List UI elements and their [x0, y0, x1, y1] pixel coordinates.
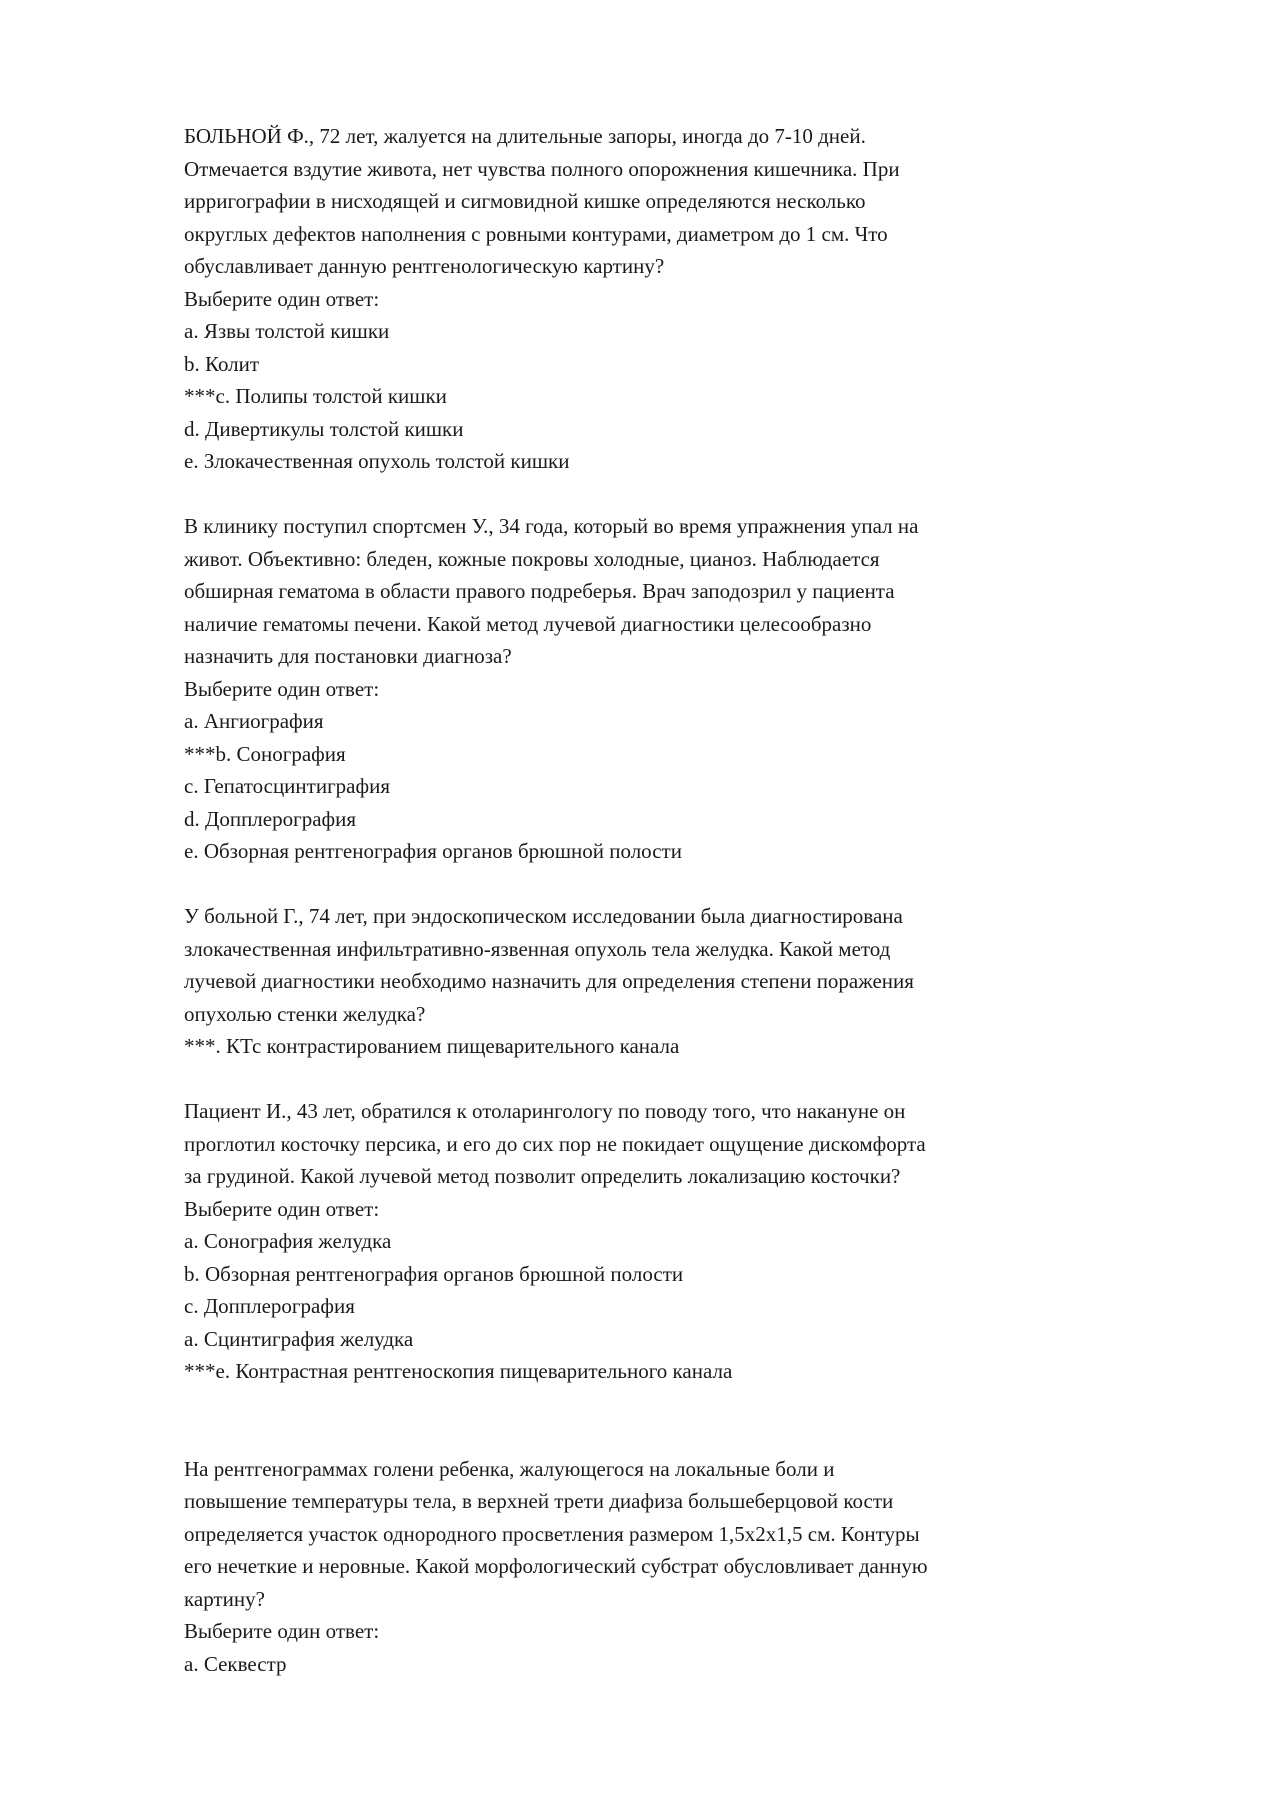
document-body [184, 120, 1184, 1680]
answer-option-marked: ***e. Контрастная рентгеноскопия пищеварительного канала [184, 1359, 733, 1383]
blank-line [184, 868, 1184, 901]
answer-option: b. Обзорная рентгенография органов брюшной полости [184, 1261, 684, 1286]
question-text-line: повышение температуры тела, в верхней трети диафиза большеберцовой кости [184, 1489, 894, 1513]
question-4 [184, 1095, 1184, 1388]
question-text-line: У больной Г., 74 лет, при эндоскопическом исследовании была диагностирована [184, 904, 903, 928]
question-text-line: злокачественная инфильтративно-язвенная опухоль тела желудка. Какой метод [184, 936, 891, 961]
question-text-line: Пациент И., 43 лет, обратился к отоларингологу по поводу того, что накануне он [184, 1099, 906, 1123]
question-text-line: лучевой диагностики необходимо назначить для определения степени поражения [184, 969, 914, 993]
question-text-line: В клинику поступил спортсмен У., 34 года, который во время упражнения упал на [184, 514, 919, 538]
question-2 [184, 510, 1184, 868]
blank-line [184, 1388, 1184, 1453]
blank-line [184, 1063, 1184, 1096]
answer-option-marked: ***c. Полипы толстой кишки [184, 384, 447, 408]
question-text-line: за грудиной. Какой лучевой метод позволит определить локализацию косточки? [184, 1164, 901, 1188]
answer-option: a. Сонография желудка [184, 1229, 392, 1253]
question-text-line: обуславливает данную рентгенологическую картину? [184, 254, 665, 278]
question-text-line: проглотил косточку персика, и его до сих пор не покидает ощущение дискомфорта [184, 1131, 926, 1156]
question-5 [184, 1453, 1184, 1681]
answer-option: c. Допплерография [184, 1294, 355, 1318]
answer-line-marked: ***. КТс контрастированием пищеварительного канала [184, 1034, 680, 1058]
question-text-line: живот. Объективно: бледен, кожные покровы холодные, цианоз. Наблюдается [184, 546, 880, 571]
answer-option: a. Секвестр [184, 1651, 287, 1676]
answer-prompt: Выберите один ответ: [184, 676, 380, 701]
question-text-line: определяется участок однородного просветления размером 1,5х2х1,5 см. Контуры [184, 1521, 920, 1546]
question-text-line: наличие гематомы печени. Какой метод лучевой диагностики целесообразно [184, 611, 872, 636]
question-text-line: его нечеткие и неровные. Какой морфологический субстрат обусловливает данную [184, 1554, 928, 1578]
answer-option: e. Злокачественная опухоль толстой кишки [184, 449, 570, 473]
question-text-line: Отмечается вздутие живота, нет чувства полного опорожнения кишечника. При [184, 156, 900, 181]
question-text-line: назначить для постановки диагноза? [184, 644, 512, 668]
answer-option-marked: ***b. Сонография [184, 741, 346, 766]
answer-option: d. Дивертикулы толстой кишки [184, 416, 464, 441]
question-1 [184, 120, 1184, 478]
question-text-line: округлых дефектов наполнения с ровными контурами, диаметром до 1 см. Что [184, 221, 888, 246]
question-text-line: ирригографии в нисходящей и сигмовидной кишке определяются несколько [184, 189, 866, 213]
question-text-line: На рентгенограммах голени ребенка, жалующегося на локальные боли и [184, 1456, 835, 1481]
answer-option: a. Сцинтиграфия желудка [184, 1326, 414, 1351]
answer-option: b. Колит [184, 351, 260, 376]
question-text-line: БОЛЬНОЙ Ф., 72 лет, жалуется на длительные запоры, иногда до 7-10 дней. [184, 124, 866, 148]
question-text-line: картину? [184, 1586, 265, 1611]
question-3 [184, 900, 1184, 1063]
answer-option: a. Ангиография [184, 709, 324, 733]
answer-option: e. Обзорная рентгенография органов брюшной полости [184, 839, 682, 863]
answer-prompt: Выберите один ответ: [184, 1196, 380, 1221]
answer-prompt: Выберите один ответ: [184, 286, 380, 311]
answer-option: d. Допплерография [184, 806, 357, 831]
question-text-line: обширная гематома в области правого подреберья. Врач заподозрил у пациента [184, 579, 895, 603]
question-text-line: опухолью стенки желудка? [184, 1001, 426, 1026]
answer-option: c. Гепатосцинтиграфия [184, 774, 391, 798]
answer-option: a. Язвы толстой кишки [184, 319, 390, 343]
blank-line [184, 478, 1184, 511]
answer-prompt: Выберите один ответ: [184, 1619, 380, 1643]
